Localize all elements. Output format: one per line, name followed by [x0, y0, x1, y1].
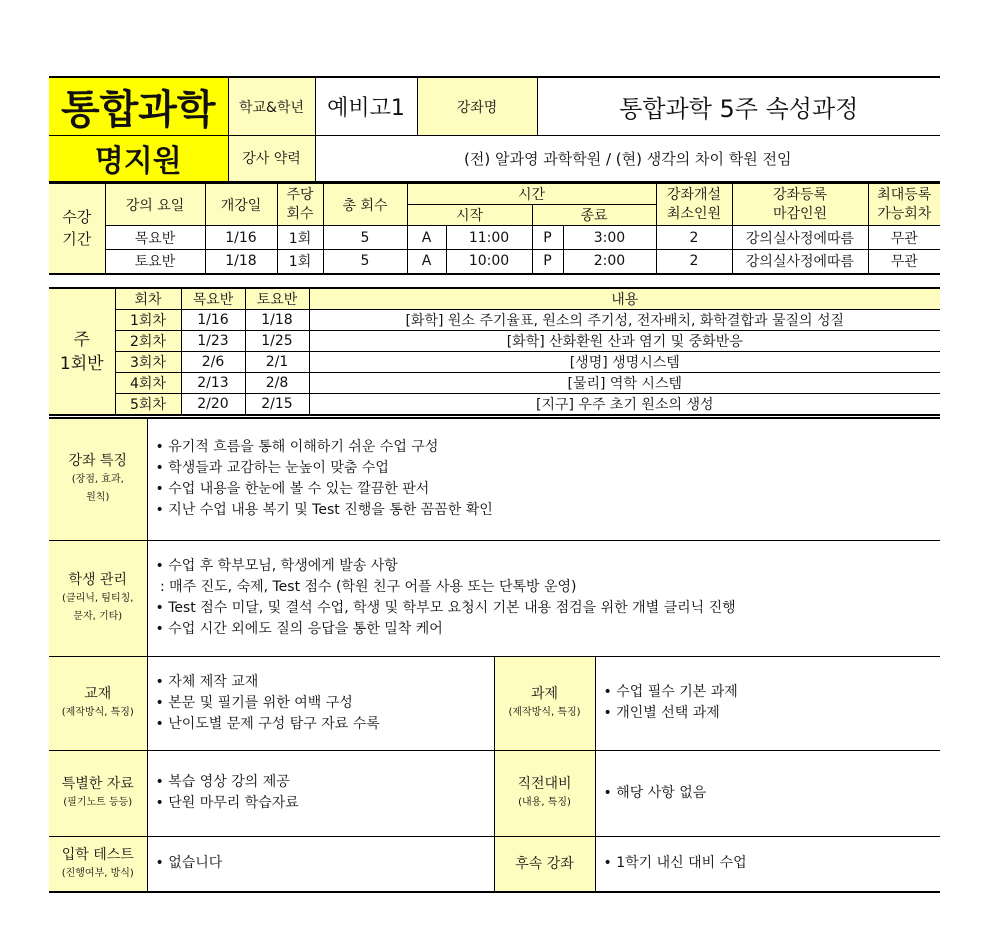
course-details-table [49, 417, 940, 893]
content-header: 내용 [309, 288, 940, 310]
content-cell: [화학] 산화환원 산과 염기 및 중화반응 [309, 331, 940, 352]
schedule-row [49, 250, 940, 274]
schedule-row [49, 226, 940, 250]
content-cell: [지구] 우주 초기 원소의 생성 [309, 394, 940, 416]
management-label: 학생 관리 (클리닉, 팀티칭, 문자, 기타) [49, 540, 147, 656]
min-people-cell: 2 [656, 250, 732, 274]
course-header-table [49, 76, 940, 183]
special-material-content [147, 750, 494, 836]
list-item: • Test 점수 미달, 및 결석 수업, 학생 및 학부모 요청시 기본 내용 점검을 위한 개별 클리닉 진행 [155, 600, 736, 616]
saturday-date-cell: 1/25 [245, 331, 309, 352]
special-prep-row [49, 750, 940, 836]
end-time-cell: 2:00 [563, 250, 656, 274]
management-row [49, 540, 940, 656]
teacher-career-label: 강사 약력 [228, 136, 315, 182]
week-row [49, 373, 940, 394]
saturday-header: 토요반 [245, 288, 309, 310]
list-item: • 단원 마무리 학습자료 [155, 795, 299, 811]
schedule-table [49, 182, 940, 275]
textbook-homework-row [49, 656, 940, 750]
school-grade-value: 예비고1 [315, 77, 417, 136]
list-item: • 수업 시간 외에도 질의 응답을 통한 밀착 케어 [155, 621, 443, 637]
saturday-date-cell: 2/8 [245, 373, 309, 394]
reg-deadline-cell: 강의실사정에따름 [732, 250, 868, 274]
features-row [49, 418, 940, 540]
thursday-date-cell: 2/20 [181, 394, 245, 416]
list-item: • 해당 사항 없음 [603, 784, 707, 801]
thursday-header: 목요반 [181, 288, 245, 310]
entrance-test-content [147, 836, 494, 892]
weekly-plan-table [49, 287, 940, 416]
teacher-name: 명지원 [49, 136, 228, 182]
min-people-header: 강좌개설 최소인원 [656, 183, 732, 226]
thursday-date-cell: 2/6 [181, 352, 245, 373]
period-label: 수강 기간 [49, 183, 105, 274]
list-item: • 지난 수업 내용 복기 및 Test 진행을 통한 꼼꼼한 확인 [155, 502, 493, 519]
end-header: 종료 [532, 205, 656, 226]
list-item: : 매주 진도, 숙제, Test 점수 (학원 친구 어플 사용 또는 단톡방 운영) [155, 579, 577, 595]
start-time-cell: 10:00 [446, 250, 532, 274]
week-row [49, 352, 940, 373]
weekly-cell: 1회 [277, 226, 323, 250]
content-cell: [생명] 생명시스템 [309, 352, 940, 373]
max-sessions-header: 최대등록 가능회차 [868, 183, 940, 226]
school-grade-label: 학교&학년 [228, 77, 315, 136]
course-name-value: 통합과학 5주 속성과정 [537, 77, 940, 136]
weekly-cell: 1회 [277, 250, 323, 274]
special-material-label: 특별한 자료 (필기노트 등등) [49, 750, 147, 836]
weekly-plan-label: 주 1회반 [49, 288, 115, 415]
list-item: • 수업 후 학부모님, 학생에게 발송 사항 [155, 558, 398, 574]
week-row [49, 394, 940, 416]
list-item: • 수업 내용을 한눈에 볼 수 있는 깔끔한 판서 [155, 481, 430, 498]
end-time-cell: 3:00 [563, 226, 656, 250]
open-date-cell: 1/18 [205, 250, 277, 274]
features-label: 강좌 특징 (장점, 효과, 원칙) [49, 418, 147, 540]
list-item: • 유기적 흐름을 통해 이해하기 쉬운 수업 구성 [155, 439, 439, 456]
start-ampm-cell: A [407, 250, 446, 274]
reg-deadline-header: 강좌등록 마감인원 [732, 183, 868, 226]
homework-label: 과제 (제작방식, 특징) [494, 656, 595, 750]
exam-prep-content [595, 750, 940, 836]
start-ampm-cell: A [407, 226, 446, 250]
exam-prep-label: 직전대비 (내용, 특징) [494, 750, 595, 836]
subject-title: 통합과학 [49, 77, 228, 136]
entrance-test-label: 입학 테스트 (진행여부, 방식) [49, 836, 147, 892]
max-sessions-cell: 무관 [868, 250, 940, 274]
list-item: • 복습 영상 강의 제공 [155, 774, 290, 790]
textbook-content [147, 656, 494, 750]
textbook-label: 교재 (제작방식, 특징) [49, 656, 147, 750]
start-header: 시작 [407, 205, 532, 226]
session-cell: 4회차 [115, 373, 181, 394]
day-cell: 목요반 [105, 226, 205, 250]
session-cell: 1회차 [115, 310, 181, 331]
saturday-date-cell: 2/1 [245, 352, 309, 373]
list-item: • 학생들과 교감하는 눈높이 맞춤 수업 [155, 460, 389, 477]
time-header: 시간 [407, 183, 656, 205]
list-item: • 자체 제작 교재 [155, 673, 259, 690]
open-date-cell: 1/16 [205, 226, 277, 250]
day-header: 강의 요일 [105, 183, 205, 226]
end-ampm-cell: P [532, 250, 563, 274]
saturday-date-cell: 1/18 [245, 310, 309, 331]
saturday-date-cell: 2/15 [245, 394, 309, 416]
content-cell: [화학] 원소 주기율표, 원소의 주기성, 전자배치, 화학결합과 물질의 성질 [309, 310, 940, 331]
entrance-followup-row [49, 836, 940, 892]
day-cell: 토요반 [105, 250, 205, 274]
reg-deadline-cell: 강의실사정에따름 [732, 226, 868, 250]
list-item: • 난이도별 문제 구성 탐구 자료 수록 [155, 715, 380, 732]
session-cell: 2회차 [115, 331, 181, 352]
week-row [49, 331, 940, 352]
weekly-count-header: 주당 회수 [277, 183, 323, 226]
list-item: • 1학기 내신 대비 수업 [603, 855, 747, 872]
thursday-date-cell: 1/16 [181, 310, 245, 331]
session-header: 회차 [115, 288, 181, 310]
teacher-career-value: (전) 알과영 과학학원 / (현) 생각의 차이 학원 전임 [315, 136, 940, 182]
course-name-label: 강좌명 [417, 77, 537, 136]
features-content [147, 418, 940, 540]
list-item: • 없습니다 [155, 855, 223, 872]
followup-course-content [595, 836, 940, 892]
followup-course-label: 후속 강좌 [494, 836, 595, 892]
thursday-date-cell: 1/23 [181, 331, 245, 352]
end-ampm-cell: P [532, 226, 563, 250]
list-item: • 개인별 선택 과제 [603, 705, 720, 721]
thursday-date-cell: 2/13 [181, 373, 245, 394]
total-cell: 5 [323, 226, 407, 250]
session-cell: 5회차 [115, 394, 181, 416]
week-row [49, 310, 940, 331]
homework-content [595, 656, 940, 750]
total-count-header: 총 회수 [323, 183, 407, 226]
content-cell: [물리] 역학 시스템 [309, 373, 940, 394]
list-item: • 수업 필수 기본 과제 [603, 684, 738, 700]
max-sessions-cell: 무관 [868, 226, 940, 250]
list-item: • 본문 및 필기를 위한 여백 구성 [155, 694, 353, 711]
total-cell: 5 [323, 250, 407, 274]
start-time-cell: 11:00 [446, 226, 532, 250]
open-date-header: 개강일 [205, 183, 277, 226]
session-cell: 3회차 [115, 352, 181, 373]
management-content [147, 540, 940, 656]
min-people-cell: 2 [656, 226, 732, 250]
